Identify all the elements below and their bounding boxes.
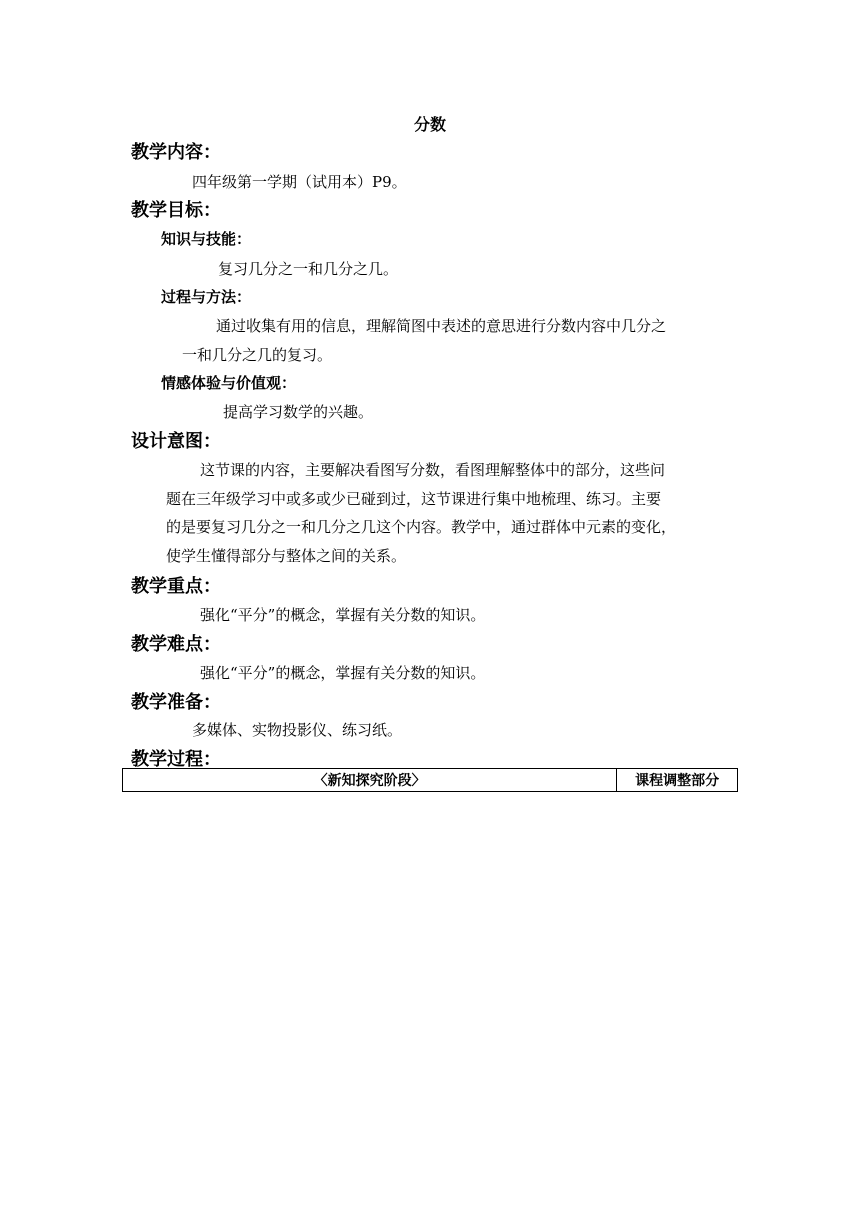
procedure-table	[122, 768, 738, 792]
key-points-text: 强化“平分”的概念，掌握有关分数的知识。	[200, 606, 486, 624]
design-intent-line-4: 使学生懂得部分与整体之间的关系。	[166, 547, 407, 565]
preparation-text: 多媒体、实物投影仪、练习纸。	[192, 721, 403, 739]
subheading-knowledge-skills: 知识与技能：	[161, 230, 252, 248]
subheading-process-methods: 过程与方法：	[161, 288, 252, 306]
table-header-adjustment: 课程调整部分	[617, 769, 738, 792]
document-title: 分数	[413, 115, 446, 134]
heading-difficulties: 教学难点：	[131, 634, 221, 655]
table-row	[123, 769, 738, 792]
heading-key-points: 教学重点：	[131, 576, 221, 597]
process-methods-line-1: 通过收集有用的信息，理解简图中表述的意思进行分数内容中几分之	[216, 317, 667, 335]
design-intent-line-2: 题在三年级学习中或多或少已碰到过，这节课进行集中地梳理、练习。主要	[166, 490, 662, 508]
table-header-new-knowledge: 〈新知探究阶段〉	[123, 769, 617, 792]
teaching-content-text: 四年级第一学期（试用本）P9。	[192, 173, 407, 191]
design-intent-line-1: 这节课的内容，主要解决看图写分数，看图理解整体中的部分，这些问	[200, 461, 666, 479]
heading-teaching-content: 教学内容：	[131, 142, 221, 163]
knowledge-skills-text: 复习几分之一和几分之几。	[218, 260, 399, 278]
heading-design-intent: 设计意图：	[131, 431, 221, 452]
design-intent-line-3: 的是要复习几分之一和几分之几这个内容。教学中，通过群体中元素的变化，	[166, 518, 677, 536]
process-methods-line-2: 一和几分之几的复习。	[182, 346, 333, 364]
heading-preparation: 教学准备：	[131, 692, 221, 713]
difficulties-text: 强化“平分”的概念，掌握有关分数的知识。	[200, 664, 486, 682]
heading-teaching-objectives: 教学目标：	[131, 200, 221, 221]
subheading-emotion-values: 情感体验与价值观：	[161, 374, 297, 392]
emotion-values-text: 提高学习数学的兴趣。	[223, 403, 374, 421]
heading-procedure: 教学过程：	[131, 749, 221, 770]
